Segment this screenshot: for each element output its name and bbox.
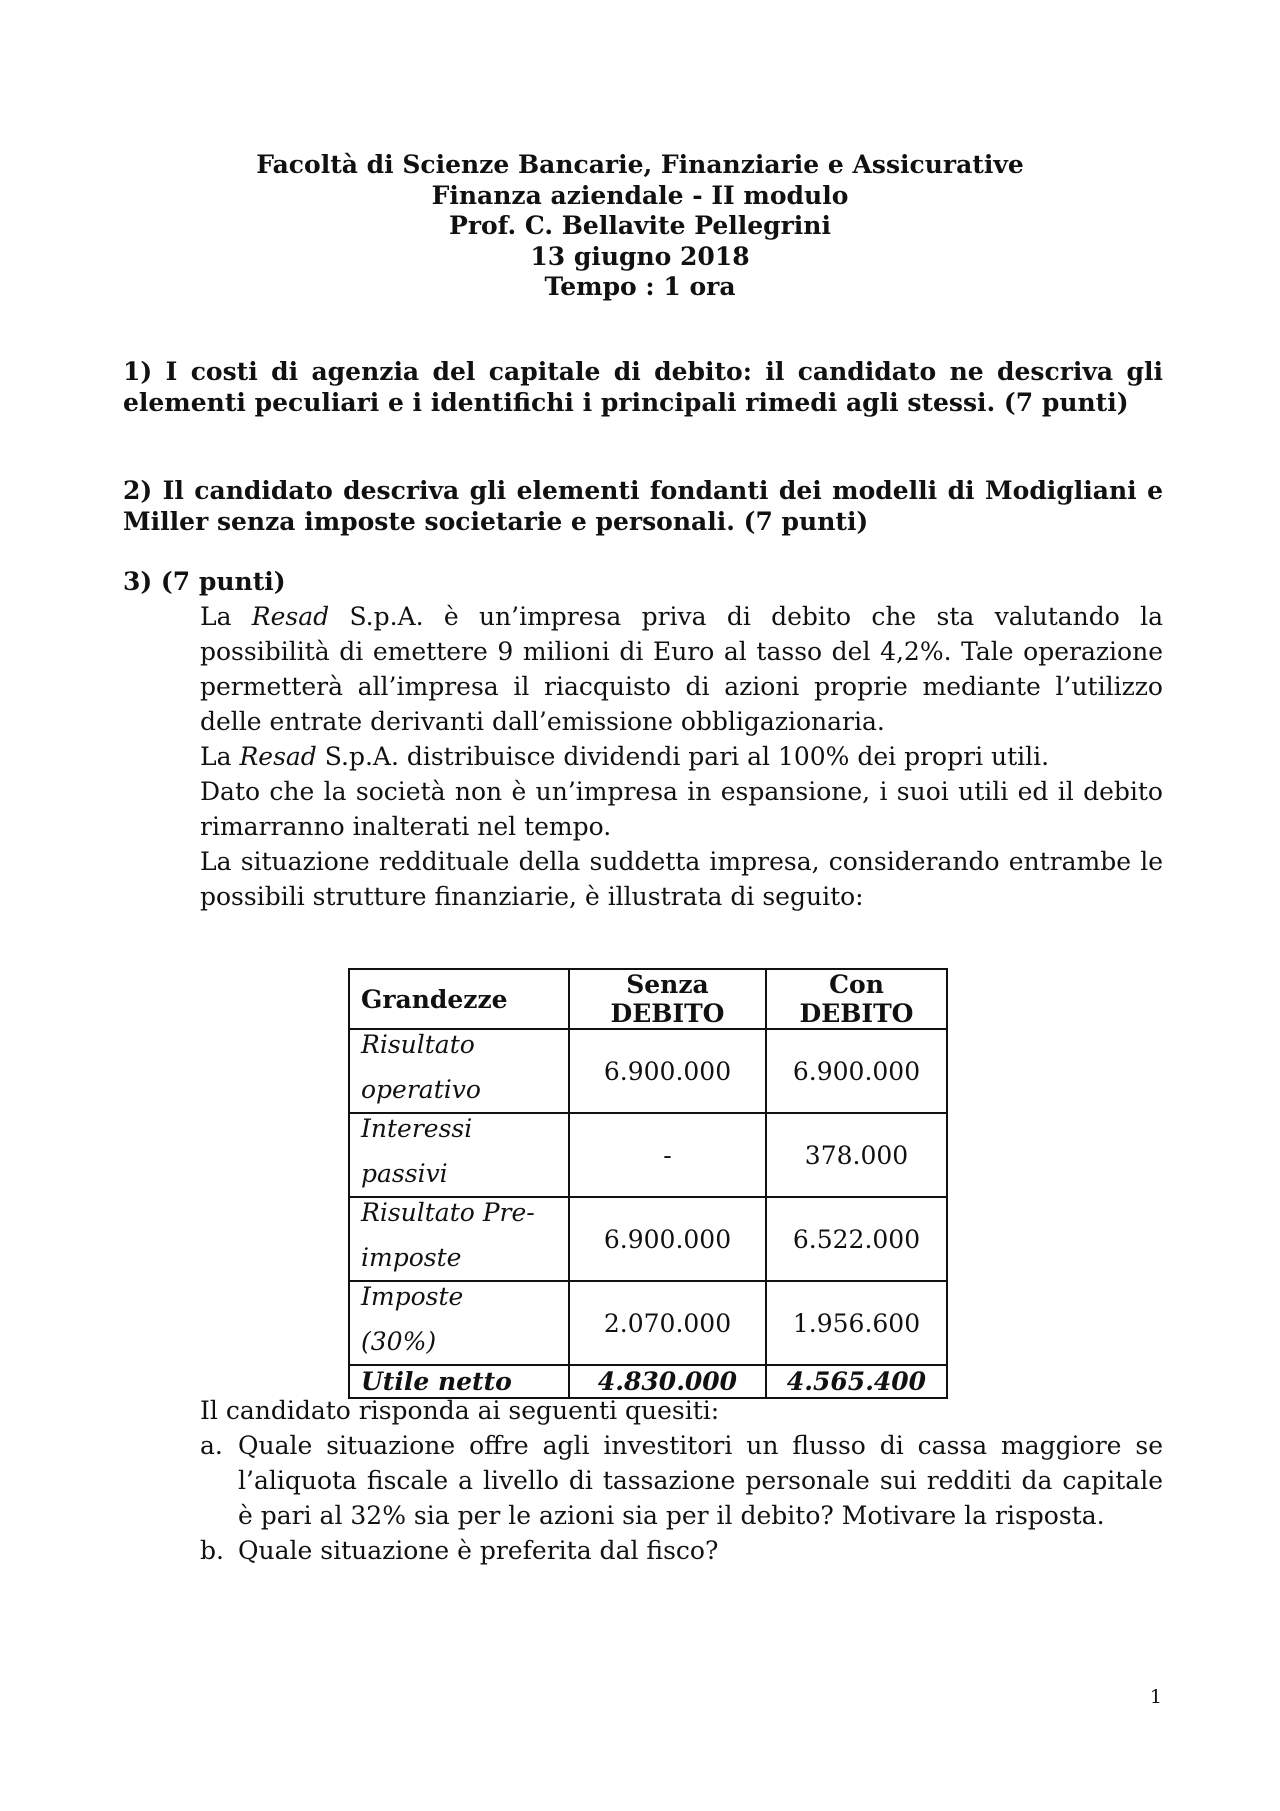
header-line: DEBITO <box>610 999 725 1028</box>
value-con-debito: 1.956.600 <box>766 1281 947 1365</box>
case-text: La <box>200 602 252 631</box>
total-con-debito: 4.565.400 <box>766 1365 947 1398</box>
table-header-row <box>349 969 947 1029</box>
header-line: Senza <box>626 970 709 999</box>
row-label <box>349 1113 569 1197</box>
label-line: Risultato <box>361 1030 475 1059</box>
row-label <box>349 1197 569 1281</box>
table-row <box>349 1197 947 1281</box>
table-header-con-debito <box>766 969 947 1029</box>
case-text: La <box>200 742 240 771</box>
header-line: DEBITO <box>799 999 914 1028</box>
case-paragraph-1 <box>200 599 1163 739</box>
tasks-intro: Il candidato risponda ai seguenti quesiti: <box>200 1396 720 1425</box>
question-2: 2) Il candidato descriva gli elementi fondanti dei modelli di Modigliani e Miller senza imposte societarie e personali. (7 punti) <box>123 476 1163 536</box>
tasks-list <box>200 1428 1163 1568</box>
total-senza-debito: 4.830.000 <box>569 1365 766 1398</box>
value-senza-debito: 6.900.000 <box>569 1197 766 1281</box>
case-description <box>200 599 1163 914</box>
list-marker: a. <box>200 1431 223 1460</box>
value-con-debito: 6.522.000 <box>766 1197 947 1281</box>
table-row <box>349 1281 947 1365</box>
faculty-title: Facoltà di Scienze Bancarie, Finanziarie e Assicurative <box>256 150 1024 179</box>
value-con-debito: 378.000 <box>766 1113 947 1197</box>
value-senza-debito: 6.900.000 <box>569 1029 766 1113</box>
value-senza-debito: - <box>569 1113 766 1197</box>
task-a-text: Quale situazione offre agli investitori un flusso di cassa maggiore se l’aliquota fiscale a livello di tassazione personale sui redditi da capitale è pari al 32% sia per le azioni sia per il debito? Motivare la risposta. <box>238 1431 1163 1530</box>
label-line: passivi <box>361 1159 448 1188</box>
company-name: Resad <box>239 742 317 771</box>
row-label <box>349 1029 569 1113</box>
case-paragraph-4: La situazione reddituale della suddetta impresa, considerando entrambe le possibili strutture finanziarie, è illustrata di seguito: <box>200 847 1163 911</box>
table-header-senza-debito <box>569 969 766 1029</box>
exam-header <box>0 150 1280 303</box>
label-line: (30%) <box>361 1327 437 1356</box>
exam-duration: Tempo : 1 ora <box>544 272 736 301</box>
case-paragraph-2 <box>200 739 1163 774</box>
professor-name: Prof. C. Bellavite Pellegrini <box>449 211 831 240</box>
question-3-title: 3) (7 punti) <box>123 567 286 596</box>
page-number: 1 <box>1149 1686 1162 1708</box>
case-paragraph-3: Dato che la società non è un’impresa in espansione, i suoi utili ed il debito rimarranno inalterati nel tempo. <box>200 777 1163 841</box>
value-con-debito: 6.900.000 <box>766 1029 947 1113</box>
label-line: Imposte <box>361 1282 464 1311</box>
table-row <box>349 1029 947 1113</box>
table-row <box>349 1113 947 1197</box>
exam-date: 13 giugno 2018 <box>530 241 750 271</box>
list-item <box>200 1533 1163 1568</box>
company-name: Resad <box>251 602 330 631</box>
label-line: Interessi <box>361 1114 473 1143</box>
course-title: Finanza aziendale - II modulo <box>431 180 849 210</box>
list-marker: b. <box>200 1536 224 1565</box>
total-label: Utile netto <box>349 1365 569 1398</box>
row-label <box>349 1281 569 1365</box>
label-line: imposte <box>361 1243 462 1272</box>
header-line: Con <box>829 970 884 999</box>
income-statement-table <box>348 968 948 1399</box>
list-item <box>200 1428 1163 1533</box>
table-header-grandezze: Grandezze <box>349 969 569 1029</box>
value-senza-debito: 2.070.000 <box>569 1281 766 1365</box>
case-text: S.p.A. è un’impresa priva di debito che sta valutando la possibilità di emettere 9 milioni di Euro al tasso del 4,2%. Tale operazione permetterà all’impresa il riacquisto di azioni proprie mediante l’utilizzo delle entrate derivanti dall’emissione obbligazionaria. <box>200 602 1163 736</box>
label-line: Risultato Pre- <box>361 1198 535 1227</box>
question-1: 1) I costi di agenzia del capitale di debito: il candidato ne descriva gli elementi peculiari e i identifichi i principali rimedi agli stessi. (7 punti) <box>123 357 1163 417</box>
case-text: S.p.A. distribuisce dividendi pari al 100% dei propri utili. <box>316 742 1050 771</box>
task-b-text: Quale situazione è preferita dal fisco? <box>238 1536 719 1565</box>
label-line: operativo <box>361 1075 481 1104</box>
